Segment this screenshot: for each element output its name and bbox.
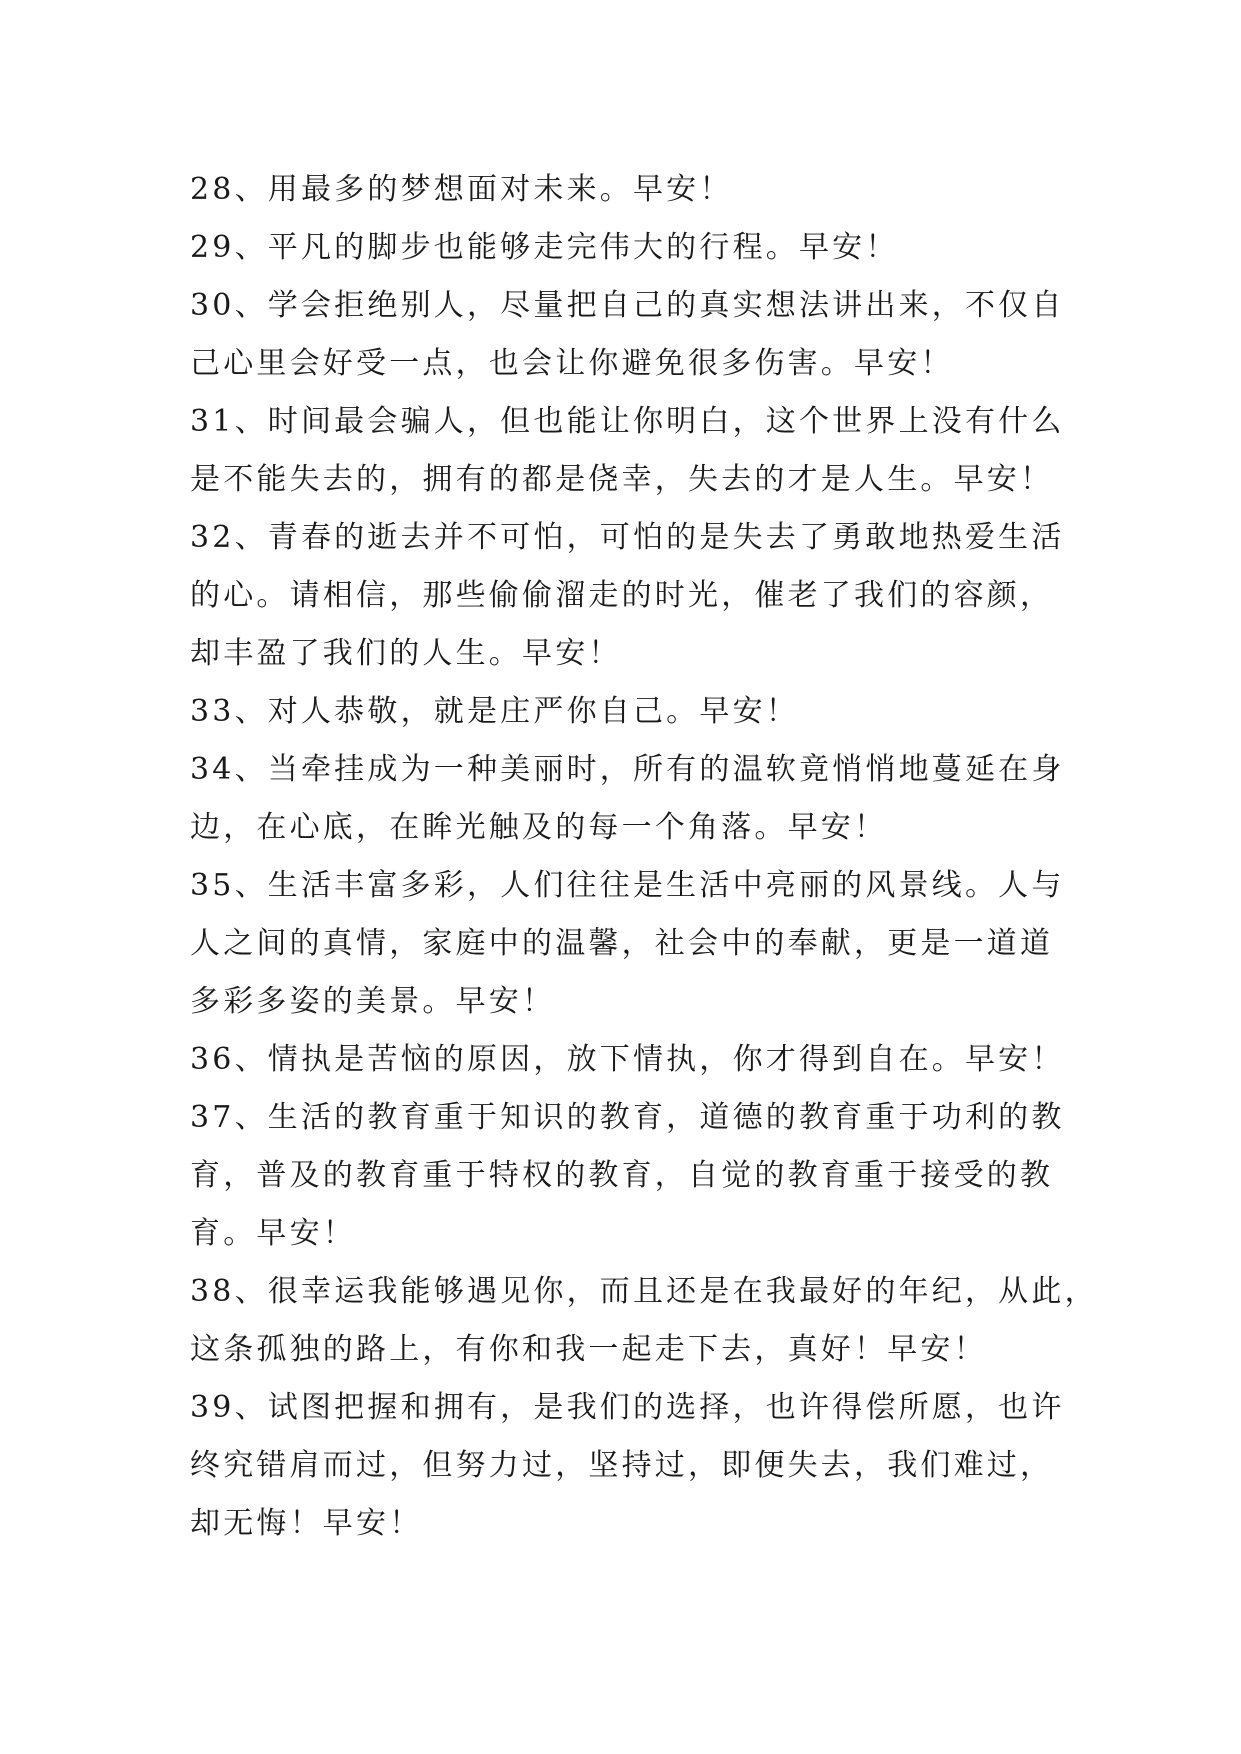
text-line: 终究错肩而过，但努力过，坚持过，即便失去，我们难过， [190,1448,1054,1483]
text-line: 己心里会好受一点，也会让你避免很多伤害。早安！ [190,346,954,381]
text-line: 育，普及的教育重于特权的教育，自觉的教育重于接受的教 [190,1158,1054,1193]
text-line: 的心。请相信，那些偷偷溜走的时光，催老了我们的容颜， [190,578,1054,613]
text-line: 32、青春的逝去并不可怕，可怕的是失去了勇敢地热爱生活 [190,520,1065,555]
text-line: 29、平凡的脚步也能够走完伟大的行程。早安！ [190,230,899,265]
text-line: 35、生活丰富多彩，人们往往是生活中亮丽的风景线。人与 [190,868,1065,903]
text-line: 却丰盈了我们的人生。早安！ [190,636,622,671]
text-line: 边，在心底，在眸光触及的每一个角落。早安！ [190,810,888,845]
text-line: 31、时间最会骗人，但也能让你明白，这个世界上没有什么 [190,404,1065,439]
text-line: 是不能失去的，拥有的都是侥幸，失去的才是人生。早安！ [190,462,1054,497]
text-line: 38、很幸运我能够遇见你，而且还是在我最好的年纪，从此， [190,1274,1098,1309]
text-line: 育。早安！ [190,1216,356,1251]
text-line: 36、情执是苦恼的原因，放下情执，你才得到自在。早安！ [190,1042,1065,1077]
text-line: 30、学会拒绝别人，尽量把自己的真实想法讲出来，不仅自 [190,288,1065,323]
text-line: 这条孤独的路上，有你和我一起走下去，真好！早安！ [190,1332,987,1367]
text-line: 39、试图把握和拥有，是我们的选择，也许得偿所愿，也许 [190,1390,1065,1425]
text-line: 33、对人恭敬，就是庄严你自己。早安！ [190,694,799,729]
text-line: 多彩多姿的美景。早安！ [190,984,556,1019]
text-line: 34、当牵挂成为一种美丽时，所有的温软竟悄悄地蔓延在身 [190,752,1065,787]
document-body [190,161,1098,1553]
text-line: 28、用最多的梦想面对未来。早安！ [190,172,733,207]
text-line: 却无悔！早安！ [190,1506,423,1541]
text-line: 人之间的真情，家庭中的温馨，社会中的奉献，更是一道道 [190,926,1054,961]
text-line: 37、生活的教育重于知识的教育，道德的教育重于功利的教 [190,1100,1065,1135]
